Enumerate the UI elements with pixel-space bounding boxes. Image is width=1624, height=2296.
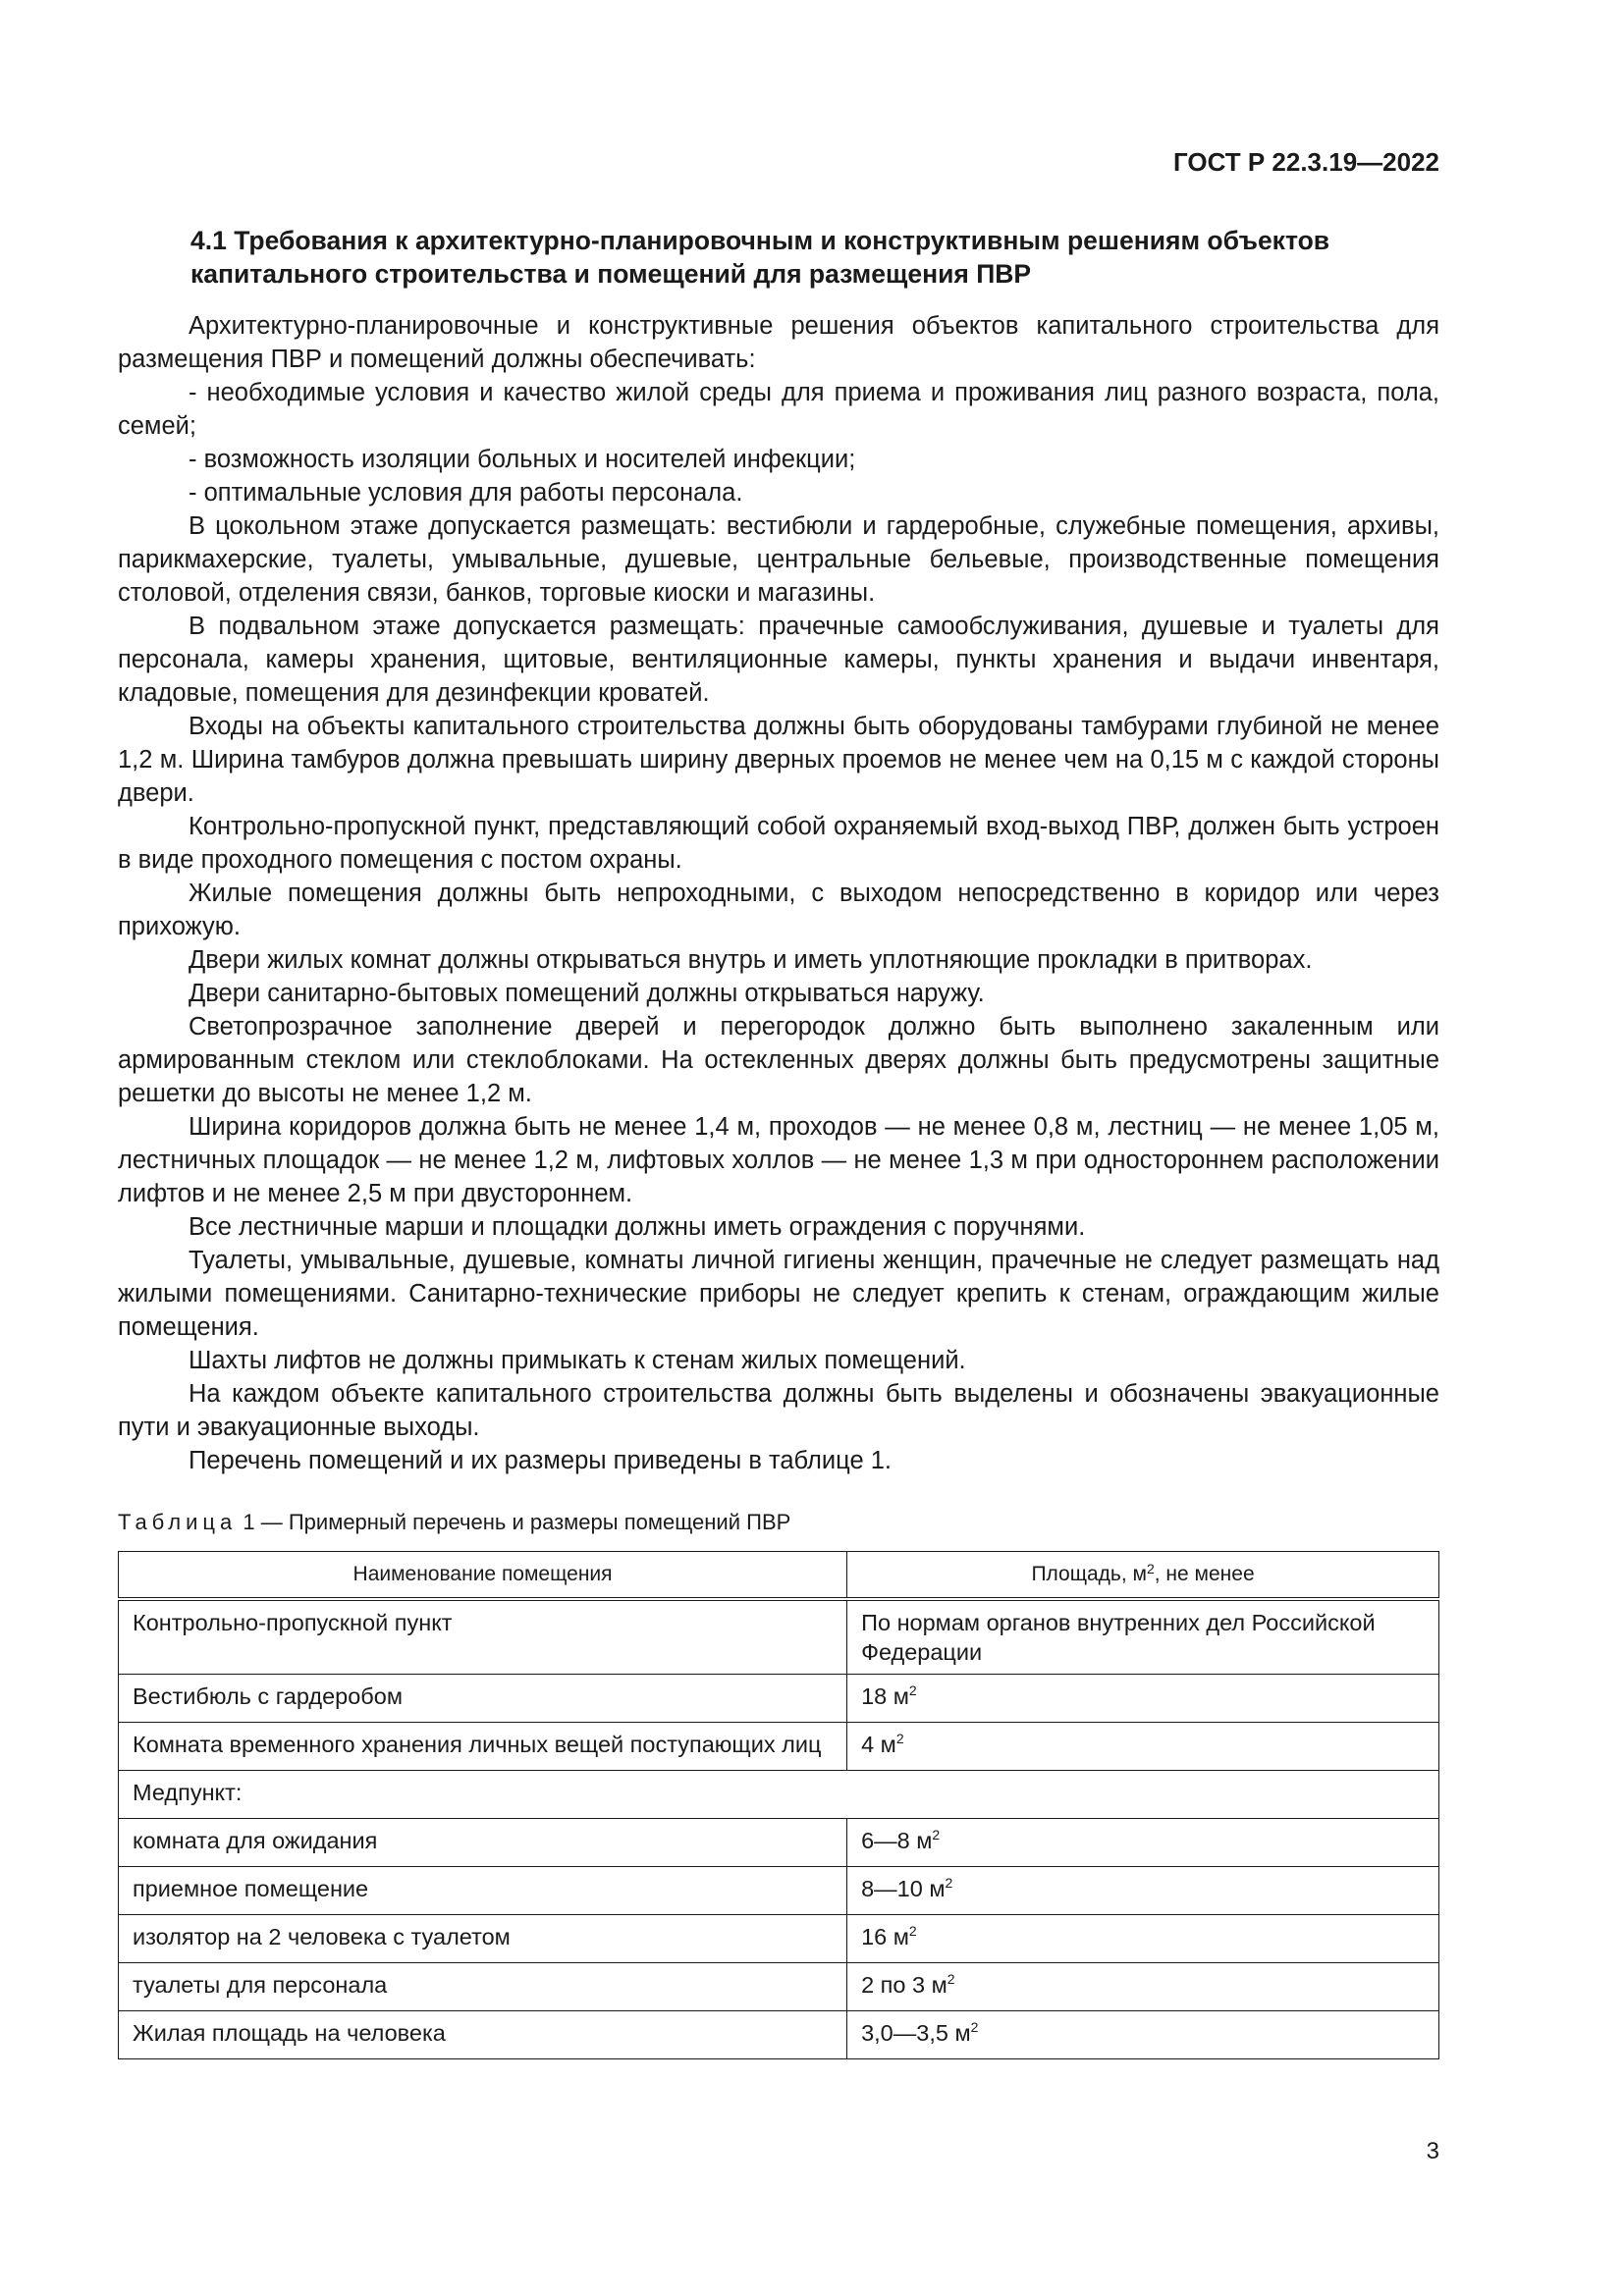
room-area-cell xyxy=(847,1963,1439,2011)
paragraph: Архитектурно-планировочные и конструктивные решения объектов капитального строительства для размещения ПВР и помещений должны обеспечивать: xyxy=(118,312,1439,373)
table-row xyxy=(119,2011,1439,2059)
room-area: 8—10 м xyxy=(861,1876,946,1901)
table-row xyxy=(119,1723,1439,1771)
table-row xyxy=(119,1771,1439,1819)
paragraph: - оптимальные условия для работы персонала. xyxy=(189,479,743,507)
area-header-suffix: , не менее xyxy=(1154,1563,1255,1585)
column-header-area xyxy=(847,1552,1439,1600)
room-name-cell: комната для ожидания xyxy=(119,1819,847,1867)
room-name-cell: Контрольно-пропускной пункт xyxy=(119,1599,847,1675)
body-text xyxy=(118,309,1439,1477)
paragraph: В цокольном этаже допускается размещать: вестибюли и гардеробные, служебные помещения, архивы, парикмахерские, туалеты, умывальные, душевые, центральные бельевые, производственные помещения столовой, отделения связи, банков, торговые киоски и магазины. xyxy=(118,512,1439,607)
table-row xyxy=(119,1963,1439,2011)
room-name-cell: Вестибюль с гардеробом xyxy=(119,1675,847,1723)
area-unit-sup: 2 xyxy=(970,2019,979,2035)
paragraph: Двери санитарно-бытовых помещений должны открываться наружу. xyxy=(189,980,985,1007)
room-area-cell xyxy=(847,1599,1439,1675)
paragraph: Шахты лифтов не должны примыкать к стенам жилых помещений. xyxy=(189,1347,966,1374)
paragraph: Двери жилых комнат должны открываться внутрь и иметь уплотняющие прокладки в притворах. xyxy=(189,946,1313,974)
room-area: 6—8 м xyxy=(861,1828,933,1853)
table-row xyxy=(119,1819,1439,1867)
room-name-cell: изолятор на 2 человека с туалетом xyxy=(119,1915,847,1963)
room-area-cell xyxy=(847,1723,1439,1771)
table-caption xyxy=(118,1510,790,1535)
paragraph: - возможность изоляции больных и носителей инфекции; xyxy=(189,446,856,473)
area-header-sup: 2 xyxy=(1146,1561,1155,1576)
room-name-cell: приемное помещение xyxy=(119,1867,847,1915)
paragraph: Жилые помещения должны быть непроходными, с выходом непосредственно в коридор или через прихожую. xyxy=(118,880,1439,940)
room-name-cell: Комната временного хранения личных вещей поступающих лиц xyxy=(119,1723,847,1771)
room-name-cell: Жилая площадь на человека xyxy=(119,2011,847,2059)
paragraph: Контрольно-пропускной пункт, представляющий собой охраняемый вход-выход ПВР, должен быть устроен в виде проходного помещения с постом охраны. xyxy=(118,813,1439,874)
area-unit-sup: 2 xyxy=(895,1731,904,1746)
room-area: 16 м xyxy=(861,1924,909,1949)
paragraph: Ширина коридоров должна быть не менее 1,4 м, проходов — не менее 0,8 м, лестниц — не менее 1,05 м, лестничных площадок — не менее 1,2 м, лифтовых холлов — не менее 1,3 м при одностороннем расположении лифтов и не менее 2,5 м при двустороннем. xyxy=(118,1113,1439,1207)
table-header-row xyxy=(119,1552,1439,1600)
room-area-cell xyxy=(847,1819,1439,1867)
room-area-cell xyxy=(847,2011,1439,2059)
room-area-cell xyxy=(847,1867,1439,1915)
page-number: 3 xyxy=(1426,2138,1439,2164)
room-area-cell xyxy=(847,1675,1439,1723)
rooms-table xyxy=(118,1551,1439,2059)
paragraph: На каждом объекте капитального строительства должны быть выделены и обозначены эвакуационные пути и эвакуационные выходы. xyxy=(118,1380,1439,1441)
paragraph: Входы на объекты капитального строительства должны быть оборудованы тамбурами глубиной не менее 1,2 м. Ширина тамбуров должна превышать ширину дверных проемов не менее чем на 0,15 м с каждой стороны двери. xyxy=(118,713,1439,807)
column-header-room: Наименование помещения xyxy=(119,1552,847,1600)
room-area: 18 м xyxy=(861,1683,909,1709)
section-heading: 4.1 Требования к архитектурно-планировочным и конструктивным решениям объектов капитального строительства и помещений для размещения ПВР xyxy=(190,226,1330,289)
area-unit-sup: 2 xyxy=(945,1875,953,1891)
table-row xyxy=(119,1675,1439,1723)
paragraph: В подвальном этаже допускается размещать: прачечные самообслуживания, душевые и туалеты для персонала, камеры хранения, щитовые, вентиляционные камеры, пункты хранения и выдачи инвентаря, кладовые, помещения для дезинфекции кроватей. xyxy=(118,613,1439,707)
room-area: По нормам органов внутренних дел Российской Федерации xyxy=(861,1610,1376,1665)
room-group-cell: Медпункт: xyxy=(119,1771,1439,1819)
table-caption-text: 1 — Примерный перечень и размеры помещений ПВР xyxy=(243,1510,791,1534)
table-row xyxy=(119,1915,1439,1963)
area-unit-sup: 2 xyxy=(908,1923,917,1939)
paragraph: Светопрозрачное заполнение дверей и перегородок должно быть выполнено закаленным или армированным стеклом или стеклоблоками. На остекленных дверях должны быть предусмотрены защитные решетки до высоты не менее 1,2 м. xyxy=(118,1013,1439,1107)
paragraph: - необходимые условия и качество жилой среды для приема и проживания лиц разного возраста, пола, семей; xyxy=(118,379,1439,440)
paragraph: Туалеты, умывальные, душевые, комнаты личной гигиены женщин, прачечные не следует размещать над жилыми помещениями. Санитарно-технические приборы не следует крепить к стенам, ограждающим жилые помещения. xyxy=(118,1247,1439,1341)
room-area: 4 м xyxy=(861,1732,896,1757)
table-row xyxy=(119,1867,1439,1915)
room-name-cell: туалеты для персонала xyxy=(119,1963,847,2011)
paragraph: Все лестничные марши и площадки должны иметь ограждения с поручнями. xyxy=(189,1213,1086,1241)
room-area: 2 по 3 м xyxy=(861,1972,947,1998)
room-area: 3,0—3,5 м xyxy=(861,2020,971,2046)
area-unit-sup: 2 xyxy=(932,1827,941,1842)
area-header-prefix: Площадь, м xyxy=(1031,1563,1147,1585)
document-id: ГОСТ Р 22.3.19—2022 xyxy=(1172,147,1439,177)
area-unit-sup: 2 xyxy=(908,1682,917,1698)
area-unit-sup: 2 xyxy=(947,1971,955,1987)
paragraph: Перечень помещений и их размеры приведены в таблице 1. xyxy=(189,1447,892,1474)
table-row xyxy=(119,1599,1439,1675)
table-caption-label: Таблица xyxy=(118,1510,238,1534)
room-area-cell xyxy=(847,1915,1439,1963)
